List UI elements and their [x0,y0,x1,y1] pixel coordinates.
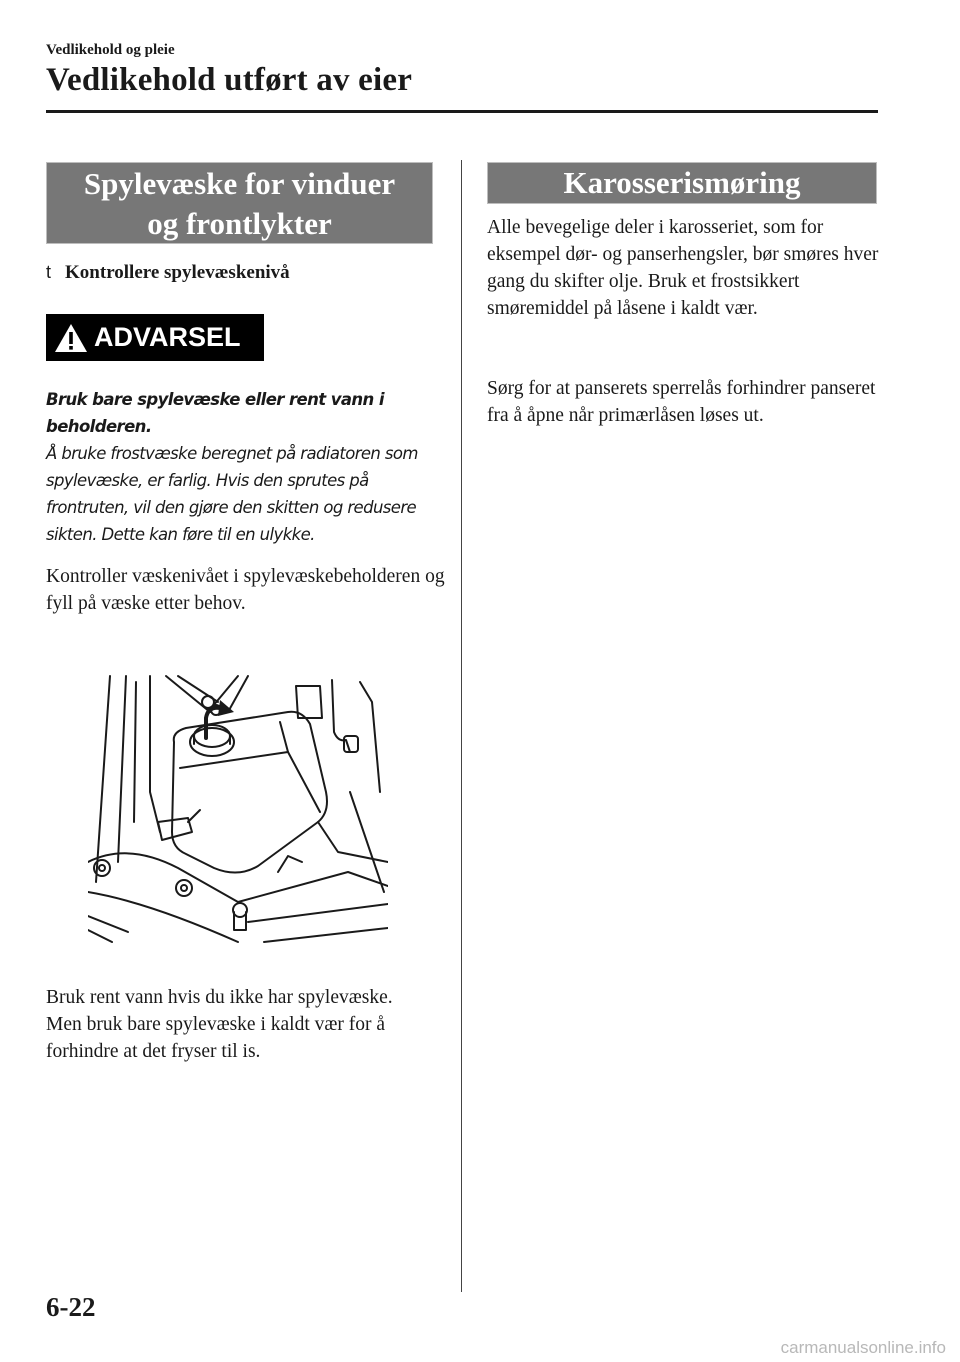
section-banner-body-lubrication: Karosserismøring [487,162,877,204]
warning-label: ADVARSEL [94,322,241,352]
page-title: Vedlikehold utført av eier [46,62,413,98]
watermark: carmanualsonline.info [780,1338,946,1357]
banner-line-1: Spylevæske for vinduer [83,166,396,201]
paragraph-water-advice [46,984,446,1065]
paragraph-check-level: Kontroller væskenivået i spylevæskebeholderen og fyll på væske etter behov. [46,566,445,614]
water-advice-line-1: Bruk rent vann hvis du ikke har spylevæske. [46,987,393,1008]
banner-line-2: og frontlykter [147,206,332,241]
warning-text [46,386,436,548]
subheading-check-level [46,262,290,284]
subheading-bullet: t [46,262,52,282]
warning-bold-line: Bruk bare spylevæske eller rent vann i beholderen. [46,390,384,436]
page-number: 6-22 [46,1292,96,1322]
water-advice-line-2: Men bruk bare spylevæske i kaldt vær for å forhindre at det fryser til is. [46,1014,386,1062]
washer-reservoir-illustration [88,672,388,950]
column-divider [461,160,462,1292]
paragraph-hood-latch: Sørg for at panserets sperrelås forhindrer panseret fra å åpne når primærlåsen løses ut. [487,378,876,426]
section-banner-washer-fluid [46,162,433,244]
paragraph-lubrication: Alle bevegelige deler i karosseriet, som for eksempel dør- og panserhengsler, bør smøres hver gang du skifter olje. Bruk et frostsikkert smøremiddel på låsene i kaldt vær. [487,217,879,319]
chapter-label: Vedlikehold og pleie [46,42,175,58]
warning-triangle-icon [54,323,88,353]
warning-body: Å bruke frostvæske beregnet på radiatoren som spylevæske, er farlig. Hvis den sprutes på frontruten, vil den gjøre den skitten og redusere sikten. Dette kan føre til en ulykke. [46,444,418,544]
subheading-text: Kontrollere spylevæskenivå [65,262,290,283]
header-rule [46,110,878,113]
warning-badge [46,314,264,361]
